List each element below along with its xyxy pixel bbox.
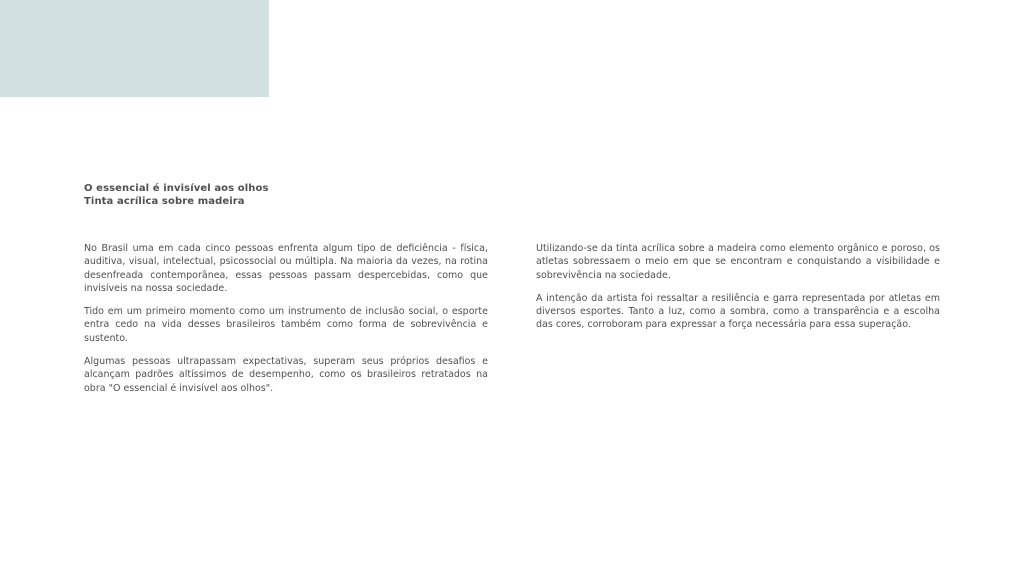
paragraph: Algumas pessoas ultrapassam expectativas, superam seus próprios desafios e alcançam padrões altíssimos de desempenho, como os brasileiros retratados na obra "O essencial é invisível aos olhos". [84, 356, 488, 394]
left-text-column [84, 242, 488, 405]
artwork-title: O essencial é invisível aos olhos [84, 183, 269, 194]
paragraph: A intenção da artista foi ressaltar a resiliência e garra representada por atletas em diversos esportes. Tanto a luz, como a sombra, como a transparência e a escolha das cores, corroboram para expressar a força necessária para essa superação. [536, 292, 940, 331]
right-text-column [536, 242, 940, 342]
accent-block [0, 0, 269, 97]
paragraph: Tido em um primeiro momento como um instrumento de inclusão social, o esporte entra cedo na vida desses brasileiros também como forma de sobrevivência e sustento. [84, 306, 488, 344]
paragraph: No Brasil uma em cada cinco pessoas enfrenta algum tipo de deficiência - física, auditiva, visual, intelectual, psicossocial ou múltipla. Na maioria da vezes, na rotina desenfreada contemporânea, essas pessoas passam despercebidas, como que invisíveis na nossa sociedade. [84, 243, 488, 294]
artwork-medium: Tinta acrílica sobre madeira [84, 196, 245, 207]
paragraph: Utilizando-se da tinta acrílica sobre a madeira como elemento orgânico e poroso, os atletas sobressaem o meio em que se encontram e conquistando a visibilidade e sobrevivência na sociedade. [536, 243, 940, 281]
artwork-caption [84, 182, 384, 208]
